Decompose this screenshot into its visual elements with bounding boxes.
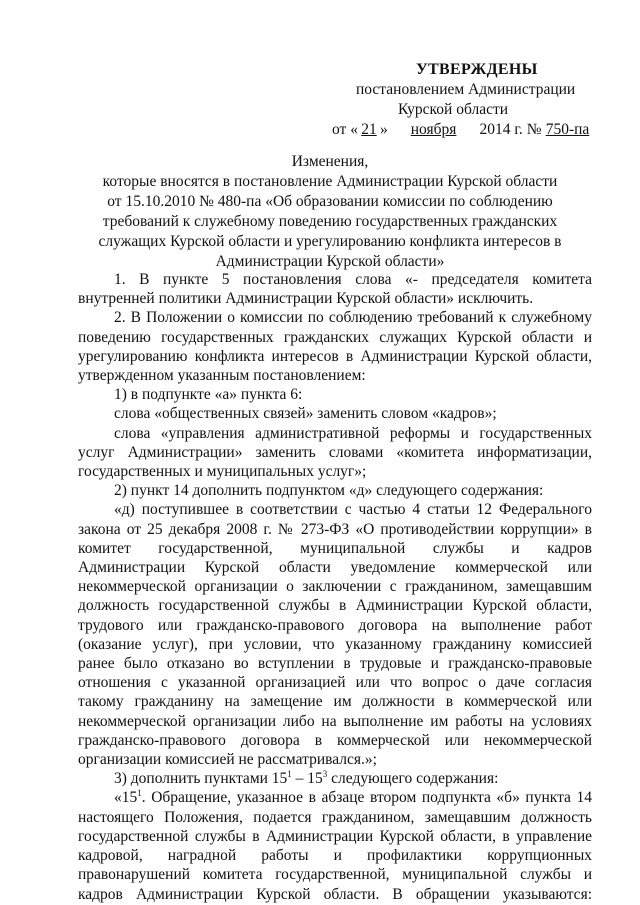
body-line: утвержденном указанным постановлением: <box>78 367 366 385</box>
body-line: кадровой, наградной работы и профилактики коррупционных <box>78 847 592 865</box>
body-line: правонарушений комитета государственной, муниципальной службы и <box>78 866 592 884</box>
body-line: государственных и муниципальных услуг»; <box>78 463 367 481</box>
body-line: (оказание услуг), при условии, что указанному гражданину комиссией <box>78 635 592 653</box>
title-heading: Изменения, <box>291 153 369 170</box>
body-line: настоящего Положения, подается гражданином, замещавшим должность <box>78 808 592 826</box>
body-line: «д) поступившее в соответствии с частью 4 статьи 12 Федерального <box>114 501 592 519</box>
document-title <box>70 152 590 272</box>
body-line: закона от 25 декабря 2008 г. № 273-ФЗ «О противодействии коррупции» в <box>78 520 592 538</box>
approval-header: УТВЕРЖДЕНЫ <box>416 61 538 78</box>
approval-date-line <box>316 120 596 140</box>
body-line: слова «управления административной реформы и государственных <box>114 424 592 442</box>
body-line: гражданско-правового договора в коммерческой или некоммерческой <box>78 731 592 749</box>
body-line: 2) пункт 14 дополнить подпунктом «д» следующего содержания: <box>114 482 544 500</box>
body-line: внутренней политики Администрации Курской области» исключить. <box>78 290 534 308</box>
title-line: служащих Курской области и урегулированию конфликта интересов в <box>98 233 562 250</box>
title-line: Администрации Курской области» <box>215 253 445 270</box>
body-line: услуг Администрации» заменить словами «комитета информатизации, <box>78 443 592 461</box>
document-body <box>78 270 592 904</box>
title-line: которые вносятся в постановление Администрации Курской области <box>102 173 558 190</box>
date-month: ноября <box>410 121 457 138</box>
body-line: комитет государственной, муниципальной службы и кадров <box>78 539 592 557</box>
body-line: 2. В Положении о комиссии по соблюдению требований к служебному <box>114 309 592 327</box>
date-prefix: от « <box>332 121 358 138</box>
body-line: должность государственной службы в Администрации Курской области, <box>78 597 592 615</box>
title-line: требований к служебному поведению государственных гражданских <box>102 213 558 230</box>
approval-line1: постановлением Администрации <box>356 81 576 98</box>
date-year: 2014 г. <box>479 121 523 138</box>
body-line: отношения с указанной организацией или что вопрос о даче согласия <box>78 674 592 692</box>
point15-line: «$15^1$. Обращение, указанное в абзаце втором подпункта «б» пункта 14 <box>114 788 592 807</box>
date-day-close: » <box>379 121 388 138</box>
number-prefix: № <box>526 121 542 138</box>
body-line: трудового или гражданско-правового договора на выполнение работ <box>78 616 592 634</box>
body-line: организации комиссией не рассматривался.»; <box>78 751 377 769</box>
date-day: 21 <box>361 121 377 138</box>
approval-line2: Курской области <box>398 101 509 118</box>
body-line: такому гражданину на замещение им должности в коммерческой или <box>78 693 592 711</box>
body-line: государственной службы в Администрации Курской области, в управление <box>78 827 592 845</box>
point3-line: 3) дополнить пунктами $15^1 - 15^3$ следующего содержания: <box>114 769 499 788</box>
body-line: слова «общественных связей» заменить словом «кадров»; <box>114 405 497 423</box>
approval-stamp <box>316 60 596 140</box>
decree-number: 750-па <box>545 121 590 138</box>
body-line: некоммерческой организации о заключении с гражданином, замещавшим <box>78 578 592 596</box>
body-line: Администрации Курской области уведомление коммерческой или <box>78 559 592 577</box>
body-line: 1. В пункте 5 постановления слова «- председателя комитета <box>114 271 592 288</box>
body-line: урегулированию конфликта интересов в Администрации Курской области, <box>78 347 592 365</box>
body-line: некоммерческой организации либо на выполнение им работы на условиях <box>78 712 592 730</box>
body-line: кадров Администрации Курской области. В обращении указываются: <box>78 885 592 903</box>
body-line: ранее было отказано во вступлении в трудовые и гражданско-правовые <box>78 655 592 673</box>
body-line: 1) в подпункте «а» пункта 6: <box>114 386 303 404</box>
body-line: поведению государственных гражданских служащих Курской области и <box>78 328 592 346</box>
title-line: от 15.10.2010 № 480-па «Об образовании комиссии по соблюдению <box>107 193 553 210</box>
